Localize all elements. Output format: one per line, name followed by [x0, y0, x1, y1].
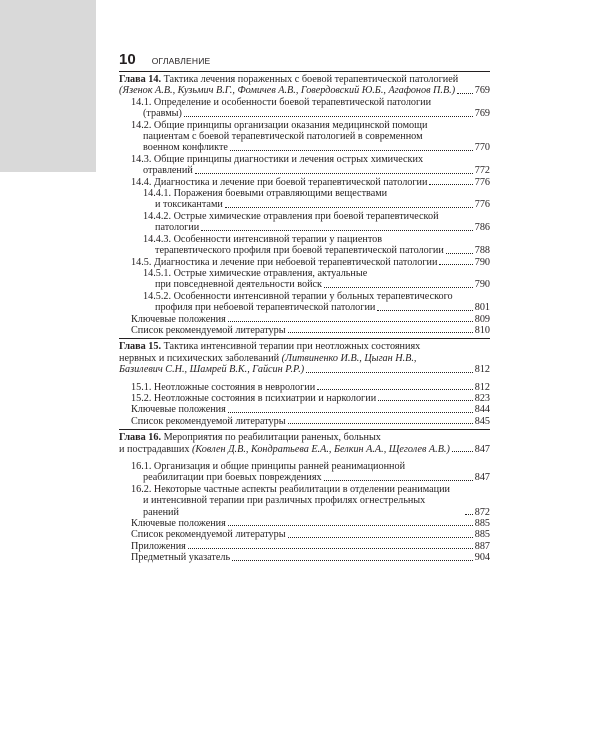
- chapter-title-line[interactable]: [119, 74, 490, 85]
- section-line[interactable]: 16.2. Некоторые частные аспекты реабилитации в отделении реанимации: [131, 483, 450, 495]
- page-ref: 887: [474, 540, 490, 552]
- chapter-label: Глава 14.: [119, 74, 162, 85]
- leader-dots: [324, 480, 473, 481]
- chapter-title: Тактика лечения пораженных с боевой терапевтической патологией: [163, 74, 459, 85]
- page-ref: 776: [474, 176, 490, 188]
- leader-dots: [225, 207, 473, 208]
- page-ref: 904: [474, 552, 490, 564]
- leader-dots: [465, 514, 473, 515]
- table-of-contents: [119, 71, 490, 566]
- chapter-authors-line[interactable]: [119, 364, 490, 375]
- chapter-title: Мероприятия по реабилитации раненых, больных: [163, 432, 381, 444]
- toc-entry-subject-index[interactable]: [119, 552, 490, 563]
- leader-dots: [232, 560, 473, 561]
- section-line: отравлений: [143, 165, 193, 177]
- page-ref: 772: [474, 165, 490, 177]
- page-ref: 770: [474, 142, 490, 154]
- chapter-authors-line[interactable]: [119, 444, 490, 455]
- page-ref: 790: [474, 279, 490, 291]
- section-line: Ключевые положения: [131, 518, 226, 530]
- leader-dots: [324, 287, 473, 288]
- page-ref: 847: [474, 443, 490, 455]
- toc-entry-14-2[interactable]: [119, 142, 490, 153]
- toc-entry-14-3[interactable]: [119, 165, 490, 176]
- toc-entry-16-2[interactable]: [119, 495, 490, 518]
- page-ref: 769: [474, 108, 490, 120]
- leader-dots: [306, 372, 473, 373]
- chapter-title: нервных и психических заболеваний: [119, 352, 280, 364]
- page-ref: 885: [474, 529, 490, 541]
- page-ref: 844: [474, 404, 490, 416]
- toc-entry-16-1[interactable]: [119, 472, 490, 483]
- chapter-title: Тактика интенсивной терапии при неотложных состояниях: [163, 341, 421, 353]
- page-ref: 769: [474, 85, 490, 97]
- toc-entry-14-5[interactable]: [119, 257, 490, 268]
- subsection-line[interactable]: 14.4.1. Поражения боевыми отравляющими веществами: [143, 188, 388, 200]
- leader-dots: [317, 389, 473, 390]
- page-ref: 885: [474, 518, 490, 530]
- section-line: Ключевые положения: [131, 404, 226, 416]
- chapter-label: Глава 15.: [119, 341, 162, 353]
- chapter-14: [119, 72, 490, 338]
- section-line[interactable]: 14.2. Общие принципы организации оказания медицинской помощи: [131, 119, 428, 131]
- subsection-line[interactable]: 14.4.3. Особенности интенсивной терапии у пациентов: [143, 233, 383, 245]
- toc-entry-14-4-3[interactable]: [119, 245, 490, 256]
- chapter-16: [119, 430, 490, 565]
- leader-dots: [446, 253, 473, 254]
- leader-dots: [228, 525, 473, 526]
- toc-entry-references[interactable]: [119, 416, 490, 427]
- page-ref: 809: [474, 313, 490, 325]
- section-line: военном конфликте: [143, 142, 228, 154]
- page-ref: 872: [474, 506, 490, 518]
- page-ref: 810: [474, 324, 490, 336]
- toc-entry-14-5-1[interactable]: [119, 279, 490, 290]
- toc-entry-references[interactable]: [119, 325, 490, 336]
- subsection-line: при повседневной деятельности войск: [155, 279, 323, 291]
- page-number: 10: [119, 51, 136, 68]
- leader-dots: [377, 310, 472, 311]
- section-line: 15.1. Неотложные состояния в неврологии: [131, 381, 316, 393]
- section-line: реабилитации при боевых повреждениях: [143, 472, 322, 484]
- chapter-title-line[interactable]: [119, 341, 490, 352]
- leader-dots: [452, 451, 473, 452]
- leader-dots: [228, 321, 473, 322]
- section-line: Список рекомендуемой литературы: [131, 415, 286, 427]
- leader-dots: [288, 423, 473, 424]
- toc-entry-14-4-2[interactable]: [119, 222, 490, 233]
- chapter-title-line[interactable]: [119, 432, 490, 443]
- section-line: Предметный указатель: [131, 552, 231, 564]
- chapter-title: и пострадавших: [119, 443, 190, 455]
- leader-dots: [288, 332, 473, 333]
- subsection-line: патологии: [155, 222, 200, 234]
- toc-entry-key-points[interactable]: [119, 314, 490, 325]
- section-line: (травмы): [143, 108, 182, 120]
- chapter-authors: (Ковлен Д.В., Кондратьева Е.А., Белкин А.А., Щеголев А.В.): [191, 443, 450, 455]
- page-ref: 823: [474, 392, 490, 404]
- toc-entry-14-4[interactable]: [119, 177, 490, 188]
- leader-dots: [228, 412, 473, 413]
- subsection-line[interactable]: 14.4.2. Острые химические отравления при боевой терапевтической: [143, 210, 439, 222]
- toc-entry-key-points[interactable]: [119, 404, 490, 415]
- page-ref: 776: [474, 199, 490, 211]
- section-line: 14.4. Диагностика и лечение при боевой терапевтической патологии: [131, 176, 428, 188]
- leader-dots: [184, 116, 473, 117]
- chapter-title-line[interactable]: [119, 353, 490, 364]
- toc-entry-14-5-2[interactable]: [119, 302, 490, 313]
- section-line: Список рекомендуемой литературы: [131, 529, 286, 541]
- subsection-line[interactable]: 14.5.2. Особенности интенсивной терапии у больных терапевтического: [143, 290, 453, 302]
- toc-entry-references[interactable]: [119, 529, 490, 540]
- leader-dots: [378, 400, 473, 401]
- chapter-label: Глава 16.: [119, 432, 162, 444]
- leader-dots: [429, 184, 472, 185]
- section-line[interactable]: пациентам с боевой терапевтической патологией в современном: [143, 131, 423, 143]
- page-ref: 847: [474, 472, 490, 484]
- toc-entry-14-4-1[interactable]: [119, 199, 490, 210]
- section-line[interactable]: 14.1. Определение и особенности боевой терапевтической патологии: [131, 96, 432, 108]
- subsection-line: профиля при небоевой терапевтической патологии: [155, 302, 376, 314]
- leader-dots: [230, 150, 473, 151]
- page-ref: 812: [474, 364, 490, 376]
- leader-dots: [439, 264, 472, 265]
- toc-entry-appendices[interactable]: [119, 541, 490, 552]
- subsection-line: терапевтического профиля при боевой терапевтической патологии: [155, 245, 444, 257]
- section-line: 14.5. Диагностика и лечение при небоевой терапевтической патологии: [131, 256, 438, 268]
- section-line[interactable]: 14.3. Общие принципы диагностики и лечения острых химических: [131, 153, 424, 165]
- toc-entry-15-1[interactable]: [119, 382, 490, 393]
- chapter-authors: (Литвиненко И.В., Цыган Н.В.,: [281, 352, 417, 364]
- page-ref: 790: [474, 256, 490, 268]
- leader-dots: [188, 548, 473, 549]
- chapter-authors: Базилевич С.Н., Шамрей В.К., Гайсин Р.Р.): [119, 364, 305, 376]
- chapter-authors-line[interactable]: [119, 85, 490, 96]
- toc-entry-key-points[interactable]: [119, 518, 490, 529]
- section-line: и интенсивной терапии при различных профилях огнестрельных ранений: [143, 495, 426, 518]
- toc-entry-14-1[interactable]: [119, 108, 490, 119]
- chapter-authors: (Язенок А.В., Кузьмич В.Г., Фомичев А.В., Говердовский Ю.Б., Агафонов П.В.): [119, 85, 456, 97]
- chapter-title-continued: [119, 444, 450, 455]
- page-ref: 812: [474, 381, 490, 393]
- leader-dots: [201, 230, 472, 231]
- chapter-15: [119, 339, 490, 429]
- section-line: 15.2. Неотложные состояния в психиатрии и наркологии: [131, 392, 377, 404]
- page-ref: 845: [474, 415, 490, 427]
- subsection-line[interactable]: 14.5.1. Острые химические отравления, актуальные: [143, 267, 368, 279]
- page-header: [119, 51, 210, 68]
- section-line: Ключевые положения: [131, 313, 226, 325]
- toc-entry-15-2[interactable]: [119, 393, 490, 404]
- page-ref: 788: [474, 245, 490, 257]
- leader-dots: [195, 173, 473, 174]
- running-title: ОГЛАВЛЕНИЕ: [151, 56, 211, 66]
- subsection-line: и токсикантами: [155, 199, 223, 211]
- page-ref: 786: [474, 222, 490, 234]
- section-line[interactable]: 16.1. Организация и общие принципы ранней реанимационной: [131, 461, 406, 472]
- leader-dots: [288, 537, 473, 538]
- section-line: Приложения: [131, 540, 186, 552]
- leader-dots: [457, 93, 473, 94]
- section-line: Список рекомендуемой литературы: [131, 324, 286, 336]
- side-tab: [0, 0, 96, 172]
- page-ref: 801: [474, 302, 490, 314]
